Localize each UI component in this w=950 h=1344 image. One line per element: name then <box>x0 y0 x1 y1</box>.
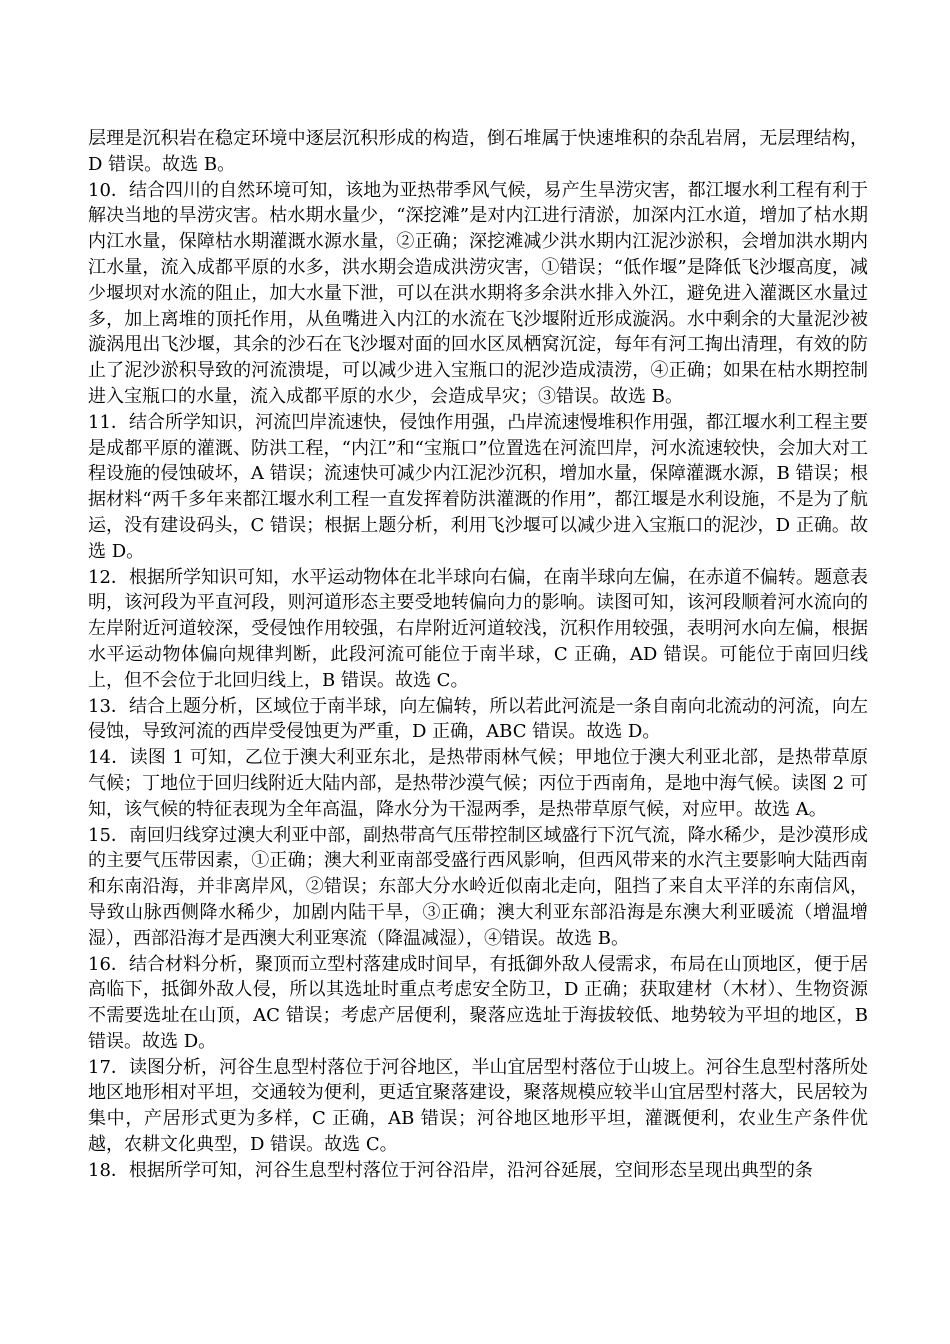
answer-paragraph-11: 11．结合所学知识，河流凹岸流速快，侵蚀作用强，凸岸流速慢堆积作用强，都江堰水利工程主要是成都平原的灌溉、防洪工程，“内江”和“宝瓶口”位置选在河流凹岸，河水流速较快，会加大对工程设施的侵蚀破坏，A 错误；流速快可减少内江泥沙沉积，增加水量，保障灌溉水源，B 错误；根据材料“两千多年来都江堰水利工程一直发挥着防洪灌溉的作用”，都江堰是水利设施，不是为了航运，没有建设码头，C 错误；根据上题分析，利用飞沙堰可以减少进入宝瓶口的泥沙，D 正确。故选 D。 <box>88 411 868 562</box>
answer-paragraph-17: 17．读图分析，河谷生息型村落位于河谷地区，半山宜居型村落位于山坡上。河谷生息型村落所处地区地形相对平坦，交通较为便利，更适宜聚落建设，聚落规模应较半山宜居型村落大，民居较为集中，产居形式更为多样，C 正确，AB 错误；河谷地区地形平坦，灌溉便利，农业生产条件优越，农耕文化典型，D 错误。故选 C。 <box>88 1056 868 1156</box>
answer-paragraph-12: 12．根据所学知识可知，水平运动物体在北半球向右偏，在南半球向左偏，在赤道不偏转。题意表明，该河段为平直河段，则河道形态主要受地转偏向力的影响。读图可知，该河段顺着河水流向的左岸附近河道较深，受侵蚀作用较强，右岸附近河道较浅，沉积作用较强，表明河水向左偏，根据水平运动物体偏向规律判断，此段河流可能位于南半球，C 正确，AD 错误。可能位于南回归线上，但不会位于北回归线上，B 错误。故选 C。 <box>88 566 868 691</box>
answer-paragraph-18: 18．根据所学可知，河谷生息型村落位于河谷沿岸，沿河谷延展，空间形态呈现出典型的条 <box>88 1159 813 1181</box>
answer-paragraph-14: 14．读图 1 可知，乙位于澳大利亚东北，是热带雨林气候；甲地位于澳大利亚北部，是热带草原气候；丁地位于回归线附近大陆内部，是热带沙漠气候；丙位于西南角，是地中海气候。读图 2 可知，该气候的特征表现为全年高温，降水分为干湿两季，是热带草原气候，对应甲。故选 A。 <box>88 747 868 820</box>
answer-paragraph-13: 13．结合上题分析，区域位于南半球，向左偏转，所以若此河流是一条自南向北流动的河流，向左侵蚀，导致河流的西岸受侵蚀更为严重，D 正确，ABC 错误。故选 D。 <box>88 695 868 743</box>
answer-paragraph-16: 16．结合材料分析，聚顶而立型村落建成时间早，有抵御外敌人侵需求，布局在山顶地区，便于居高临下，抵御外敌人侵，所以其选址时重点考虑安全防卫，D 正确；获取建材（木材）、生物资源不需要选址在山顶，AC 错误；考虑产居便利，聚落应选址于海拔较低、地势较为平坦的地区，B 错误。故选 D。 <box>88 953 868 1052</box>
answer-paragraph-15: 15．南回归线穿过澳大利亚中部，副热带高气压带控制区域盛行下沉气流，降水稀少，是沙漠形成的主要气压带因素，①正确；澳大利亚南部受盛行西风影响，但西风带来的水汽主要影响大陆西南和东南沿海，并非离岸风，②错误；东部大分水岭近似南北走向，阻挡了来自太平洋的东南信风，导致山脉西侧降水稀少，加剧内陆干旱，③正确；澳大利亚东部沿海是东澳大利亚暖流（增温增湿），西部沿海才是西澳大利亚寒流（降温减湿），④错误。故选 B。 <box>88 824 868 949</box>
answer-paragraph-10: 10．结合四川的自然环境可知，该地为亚热带季风气候，易产生旱涝灾害，都江堰水利工程有利于解决当地的旱涝灾害。枯水期水量少，“深挖滩”是对内江进行清淤，加深内江水道，增加了枯水期内江水量，保障枯水期灌溉水源水量，②正确；深挖滩减少洪水期内江泥沙淤积，会增加洪水期内江水量，流入成都平原的水多，洪水期会造成洪涝灾害，①错误；“低作堰”是降低飞沙堰高度，减少堰坝对水流的阻止，加大水量下泄，可以在洪水期将多余洪水排入外江，避免进入灌溉区水量过多，加上离堆的顶托作用，从鱼嘴进入内江的水流在飞沙堰附近形成漩涡。水中剩余的大量泥沙被漩涡甩出飞沙堰，其余的沙石在飞沙堰对面的回水区凤栖窝沉淀，每年有河工掏出清理，有效的防止了泥沙淤积导致的河流溃堤，可以减少进入宝瓶口的泥沙造成渍涝，④正确；如果在枯水期控制进入宝瓶口的水量，流入成都平原的水少，会造成旱灾；③错误。故选 B。 <box>88 179 868 407</box>
document-page <box>88 126 868 1184</box>
answer-paragraph-9-continued: 层理是沉积岩在稳定环境中逐层沉积形成的构造，倒石堆属于快速堆积的杂乱岩屑，无层理结构，D 错误。故选 B。 <box>88 128 868 175</box>
